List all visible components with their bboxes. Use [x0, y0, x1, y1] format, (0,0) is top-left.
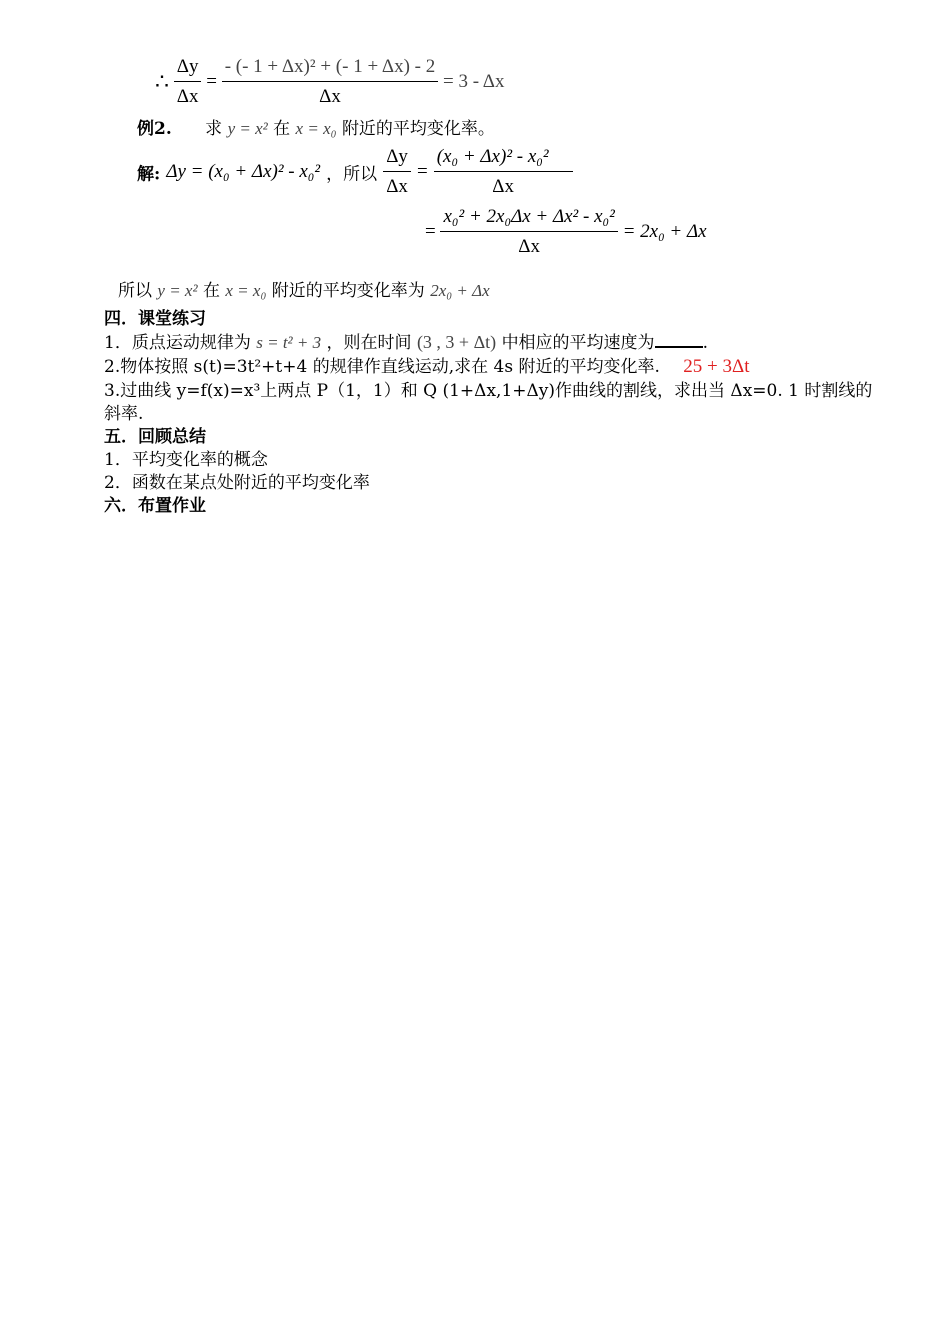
conclusion-post: 附近的平均变化率为	[271, 281, 425, 301]
fraction-denominator: Δx	[492, 176, 514, 197]
exercise-1-pre: 1．质点运动规律为	[104, 333, 251, 353]
example-function: y = x²	[227, 119, 268, 138]
conclusion-line	[118, 276, 490, 301]
fraction-denominator: Δx	[319, 86, 341, 107]
fraction-expansion	[222, 56, 439, 108]
solution-label: 解:	[137, 164, 161, 185]
summary-item-2: 2．函数在某点处附近的平均变化率	[104, 473, 370, 493]
conclusion-function: y = x²	[157, 281, 198, 300]
example-point: x = x₀	[295, 119, 337, 138]
solution-line-1: 解: Δy = (x₀ + Δx)² - x₀² ，所以 $\frac{\Delta y}{\Delta x}$ = $\frac{\text{(x₀ + Δx)² - x₀²}}{\Delta x}$	[137, 146, 573, 198]
exercise-2	[104, 352, 749, 378]
exercise-1-mid: ，则在时间	[326, 333, 412, 353]
exercise-1-interval: (3 , 3 + Δt)	[416, 332, 497, 352]
exercise-3-line-2: 斜率.	[104, 404, 144, 424]
section-4-title: 四．课堂练习	[104, 309, 206, 329]
therefore-symbol: ∴	[155, 69, 169, 94]
fraction-dy-dx	[174, 56, 202, 108]
fraction-numerator: x₀² + 2x₀Δx + Δx² - x₀²	[443, 206, 615, 227]
exercise-1-formula: s = t² + 3	[256, 333, 322, 352]
equation-result: = 3 - Δx	[443, 71, 505, 92]
fraction-dy-dx	[383, 146, 411, 198]
fraction-numerator: Δy	[176, 56, 199, 77]
example-2	[137, 114, 495, 139]
section-6-title: 六．布置作业	[104, 496, 206, 516]
fraction-denominator: Δx	[386, 176, 408, 197]
fraction-denominator: Δx	[518, 236, 540, 257]
fraction-numerator: (x₀ + Δx)² - x₀²	[436, 146, 549, 167]
example-text-post: 附近的平均变化率。	[341, 119, 495, 139]
conclusion-pre: 所以	[118, 281, 152, 301]
fraction-numerator: - (- 1 + Δx)² + (- 1 + Δx) - 2	[224, 56, 436, 77]
equation-line-1	[155, 56, 504, 108]
fraction-difference-quotient	[434, 146, 573, 198]
example-text-mid: 在	[273, 119, 291, 139]
section-5-title: 五．回顾总结	[104, 427, 206, 447]
conclusion-value: 2x₀ + Δx	[430, 281, 490, 300]
exercise-2-text: 2.物体按照 s(t)=3t²+t+4 的规律作直线运动,求在 4s 附近的平均变化率.	[104, 357, 660, 377]
solution-line-2: = $\frac{\text{x₀² + 2x₀Δx + Δx² - x₀²}}{\Delta x}$ = 2x₀ + Δx	[425, 206, 707, 257]
solution-result: = 2x₀ + Δx	[622, 221, 707, 242]
exercise-2-answer: 25 + 3Δt	[683, 356, 750, 377]
fraction-expanded	[440, 206, 617, 258]
equals-sign: =	[206, 71, 217, 92]
conclusion-mid: 在	[202, 281, 220, 301]
conclusion-point: x = x₀	[225, 281, 267, 300]
exercise-3-line-1: 3.过曲线 y=f(x)=x³上两点 P（1，1）和 Q (1+Δx,1+Δy)作曲线的割线，求出当 Δx=0. 1 时割线的	[104, 381, 873, 401]
answer-blank	[655, 332, 703, 348]
exercise-1-post: 中相应的平均速度为	[501, 333, 655, 353]
delta-y-expression: Δy = (x₀ + Δx)² - x₀²	[166, 161, 321, 182]
summary-item-1: 1．平均变化率的概念	[104, 450, 268, 470]
exercise-1-end: .	[702, 333, 708, 353]
solution-separator: ，所以	[326, 164, 378, 185]
fraction-denominator: Δx	[176, 86, 199, 107]
fraction-numerator: Δy	[386, 146, 408, 167]
exercise-1	[104, 328, 708, 353]
example-text-pre: 求	[205, 119, 223, 139]
example-label: 例2.	[137, 119, 172, 139]
